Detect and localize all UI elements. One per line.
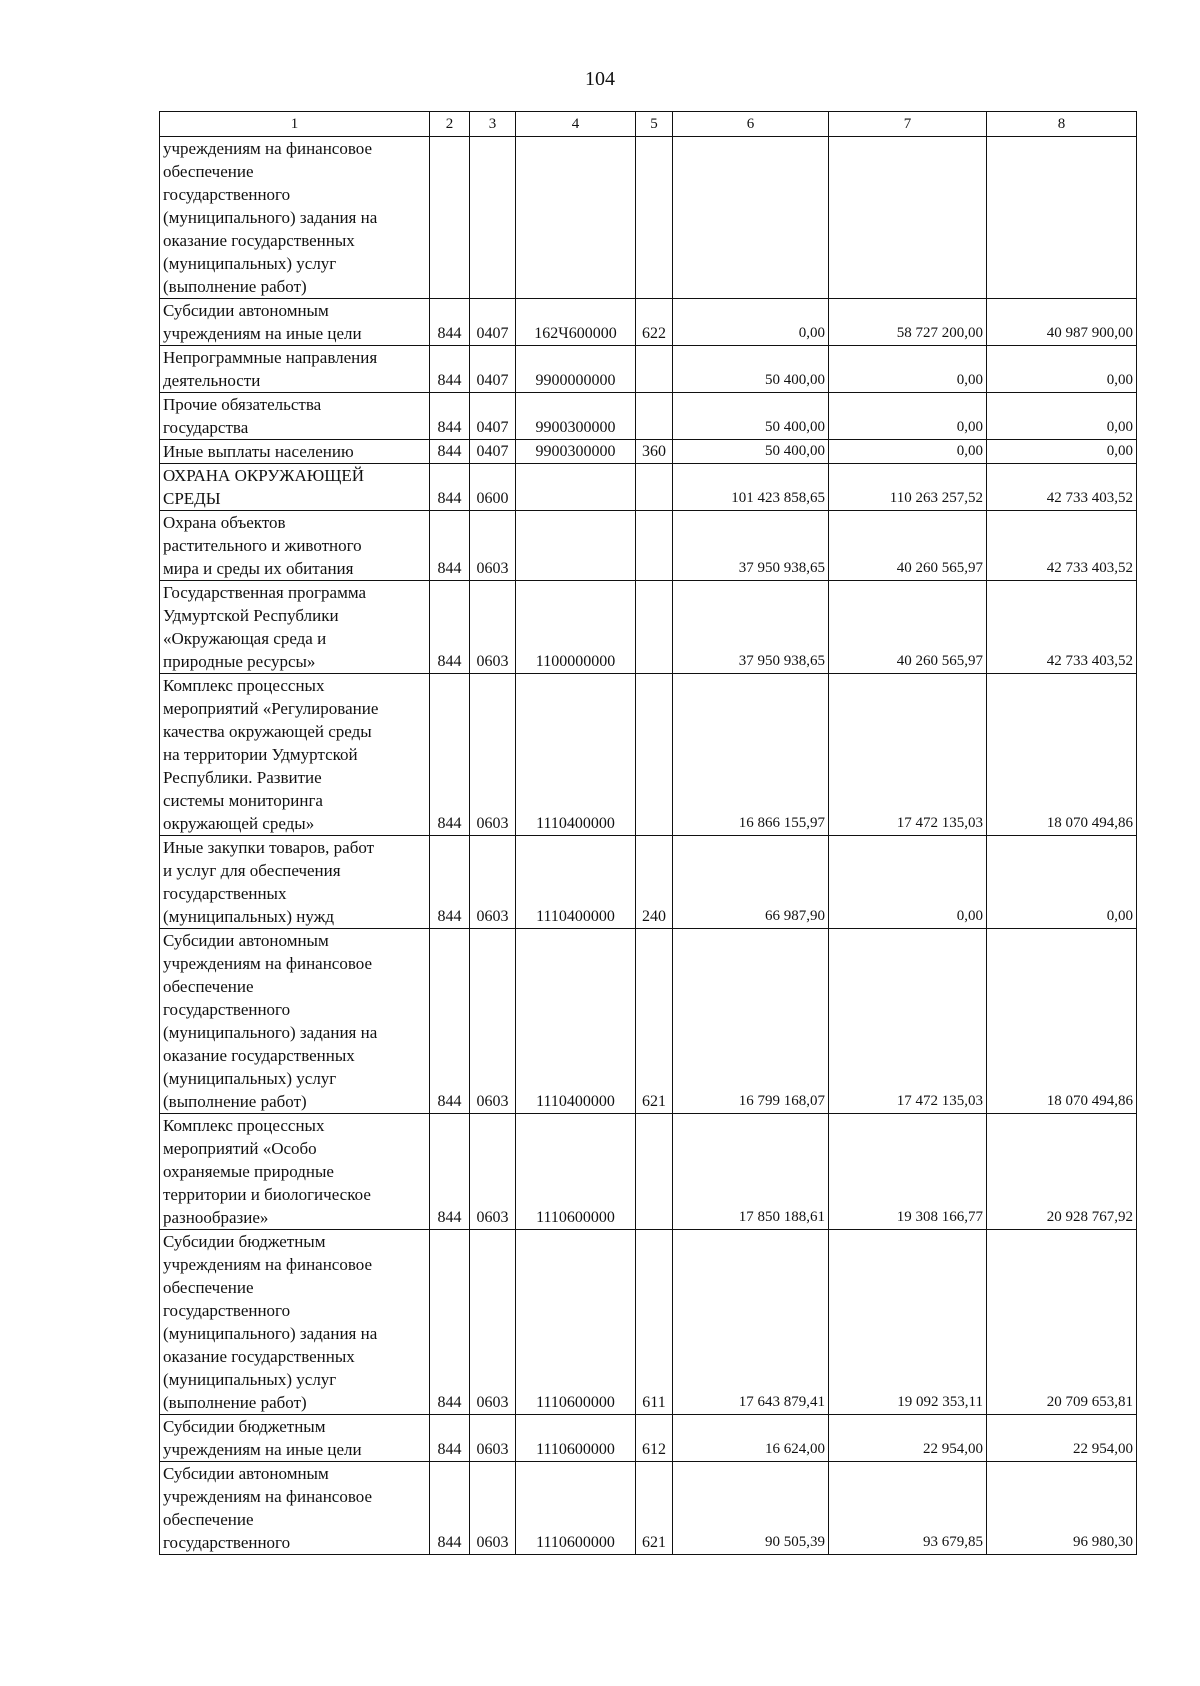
section-code-cell: 0407 [470,346,516,393]
expense-type-cell: 240 [636,836,673,929]
row-name-line: Субсидии автономным [163,301,329,320]
column-header: 2 [430,112,470,137]
table-row [160,929,1137,1114]
table-row [160,393,1137,440]
row-name-line: (выполнение работ) [163,1092,307,1111]
table-row [160,346,1137,393]
row-name-line: государственного [163,185,291,204]
table-row [160,836,1137,929]
row-name-line: охраняемые природные [163,1162,334,1181]
row-name-cell [160,1462,430,1555]
row-name-line: деятельности [163,371,261,390]
target-article-cell: 9900300000 [516,440,636,464]
target-article-cell: 1110400000 [516,929,636,1114]
row-name-line: (муниципального) задания на [163,1023,378,1042]
amount-col7-cell: 40 260 565,97 [829,511,987,581]
row-name-line: (муниципальных) услуг [163,254,337,273]
amount-col6-cell [673,137,829,299]
row-name-line: оказание государственных [163,1046,355,1065]
section-code-cell: 0603 [470,1230,516,1415]
row-name-line: Республики. Развитие [163,768,322,787]
row-name-cell [160,1230,430,1415]
row-name-line: природные ресурсы» [163,652,316,671]
row-name-line: на территории Удмуртской [163,745,358,764]
section-code-cell: 0603 [470,674,516,836]
table-row [160,440,1137,464]
amount-col7-cell: 22 954,00 [829,1415,987,1462]
expense-type-cell [636,674,673,836]
row-name-line: Охрана объектов [163,513,286,532]
row-name-line: (муниципального) задания на [163,208,378,227]
column-header: 1 [160,112,430,137]
row-name-line: учреждениям на финансовое [163,1487,373,1506]
publisher-code-cell: 844 [430,929,470,1114]
publisher-code-cell: 844 [430,1114,470,1230]
target-article-cell: 1100000000 [516,581,636,674]
section-code-cell: 0603 [470,1415,516,1462]
section-code-cell: 0603 [470,581,516,674]
row-name-cell [160,1415,430,1462]
column-header: 8 [987,112,1137,137]
amount-col7-cell: 19 308 166,77 [829,1114,987,1230]
row-name-line: обеспечение [163,162,254,181]
amount-col6-cell: 37 950 938,65 [673,511,829,581]
row-name-line: и услуг для обеспечения [163,861,341,880]
amount-col8-cell: 0,00 [987,836,1137,929]
row-name-line: Комплекс процессных [163,1116,325,1135]
publisher-code-cell: 844 [430,511,470,581]
row-name-line: системы мониторинга [163,791,323,810]
publisher-code-cell: 844 [430,464,470,511]
table-row [160,1462,1137,1555]
expense-type-cell: 621 [636,1462,673,1555]
target-article-cell [516,464,636,511]
publisher-code-cell: 844 [430,346,470,393]
expense-type-cell [636,581,673,674]
table-row [160,511,1137,581]
target-article-cell: 1110600000 [516,1230,636,1415]
column-header: 5 [636,112,673,137]
amount-col7-cell: 58 727 200,00 [829,299,987,346]
section-code-cell: 0600 [470,464,516,511]
amount-col8-cell: 40 987 900,00 [987,299,1137,346]
section-code-cell: 0407 [470,393,516,440]
amount-col6-cell: 16 799 168,07 [673,929,829,1114]
row-name-line: (муниципальных) услуг [163,1069,337,1088]
amount-col7-cell: 0,00 [829,346,987,393]
publisher-code-cell: 844 [430,299,470,346]
row-name-line: качества окружающей среды [163,722,372,741]
section-code-cell: 0603 [470,511,516,581]
amount-col8-cell [987,137,1137,299]
amount-col6-cell: 0,00 [673,299,829,346]
amount-col7-cell: 0,00 [829,440,987,464]
row-name-line: обеспечение [163,1510,254,1529]
row-name-line: (выполнение работ) [163,1393,307,1412]
amount-col6-cell: 37 950 938,65 [673,581,829,674]
expense-type-cell: 621 [636,929,673,1114]
amount-col7-cell: 17 472 135,03 [829,674,987,836]
amount-col6-cell: 50 400,00 [673,440,829,464]
publisher-code-cell: 844 [430,581,470,674]
column-header: 7 [829,112,987,137]
section-code-cell: 0603 [470,1114,516,1230]
budget-table [159,111,1137,1555]
expense-type-cell [636,346,673,393]
row-name-line: государственного [163,1533,291,1552]
target-article-cell: 9900000000 [516,346,636,393]
row-name-line: мира и среды их обитания [163,559,354,578]
publisher-code-cell: 844 [430,836,470,929]
target-article-cell: 1110400000 [516,836,636,929]
row-name-cell [160,929,430,1114]
section-code-cell [470,137,516,299]
row-name-line: Субсидии бюджетным [163,1232,326,1251]
target-article-cell: 1110600000 [516,1415,636,1462]
row-name-line: оказание государственных [163,1347,355,1366]
section-code-cell: 0603 [470,929,516,1114]
row-name-line: учреждениям на финансовое [163,954,373,973]
table-row [160,464,1137,511]
expense-type-cell [636,1114,673,1230]
amount-col8-cell: 42 733 403,52 [987,511,1137,581]
row-name-line: мероприятий «Особо [163,1139,317,1158]
amount-col6-cell: 17 850 188,61 [673,1114,829,1230]
row-name-line: учреждениям на иные цели [163,324,362,343]
amount-col8-cell: 20 928 767,92 [987,1114,1137,1230]
expense-type-cell: 622 [636,299,673,346]
target-article-cell: 1110600000 [516,1462,636,1555]
expense-type-cell [636,137,673,299]
row-name-line: разнообразие» [163,1208,269,1227]
publisher-code-cell: 844 [430,1415,470,1462]
row-name-line: Субсидии автономным [163,931,329,950]
row-name-line: Непрограммные направления [163,348,378,367]
target-article-cell: 1110600000 [516,1114,636,1230]
page-number: 104 [585,68,615,90]
target-article-cell [516,511,636,581]
row-name-line: Субсидии бюджетным [163,1417,326,1436]
table-row [160,137,1137,299]
table-row [160,299,1137,346]
amount-col7-cell: 17 472 135,03 [829,929,987,1114]
row-name-line: «Окружающая среда и [163,629,327,648]
row-name-cell [160,511,430,581]
amount-col6-cell: 101 423 858,65 [673,464,829,511]
row-name-line: мероприятий «Регулирование [163,699,379,718]
row-name-line: Иные закупки товаров, работ [163,838,375,857]
row-name-cell [160,393,430,440]
amount-col8-cell: 42 733 403,52 [987,464,1137,511]
amount-col8-cell: 42 733 403,52 [987,581,1137,674]
publisher-code-cell: 844 [430,1462,470,1555]
row-name-line: государственных [163,884,287,903]
target-article-cell [516,137,636,299]
amount-col7-cell: 110 263 257,52 [829,464,987,511]
row-name-line: Прочие обязательства [163,395,322,414]
publisher-code-cell: 844 [430,1230,470,1415]
row-name-cell [160,299,430,346]
row-name-line: СРЕДЫ [163,489,221,508]
row-name-cell [160,440,430,464]
row-name-cell [160,464,430,511]
row-name-line: (выполнение работ) [163,277,307,296]
row-name-line: растительного и животного [163,536,362,555]
row-name-cell [160,836,430,929]
target-article-cell: 9900300000 [516,393,636,440]
row-name-line: Государственная программа [163,583,367,602]
target-article-cell: 162Ч600000 [516,299,636,346]
row-name-cell [160,346,430,393]
amount-col8-cell: 18 070 494,86 [987,929,1137,1114]
row-name-line: Удмуртской Республики [163,606,339,625]
row-name-line: государственного [163,1000,291,1019]
row-name-line: Субсидии автономным [163,1464,329,1483]
section-code-cell: 0407 [470,299,516,346]
amount-col6-cell: 17 643 879,41 [673,1230,829,1415]
amount-col7-cell: 93 679,85 [829,1462,987,1555]
table-header-row [160,112,1137,137]
section-code-cell: 0407 [470,440,516,464]
row-name-line: обеспечение [163,977,254,996]
expense-type-cell: 611 [636,1230,673,1415]
row-name-line: учреждениям на финансовое [163,139,373,158]
amount-col7-cell: 19 092 353,11 [829,1230,987,1415]
amount-col7-cell [829,137,987,299]
expense-type-cell: 360 [636,440,673,464]
table-row [160,1415,1137,1462]
row-name-cell [160,581,430,674]
row-name-cell [160,137,430,299]
row-name-line: (муниципальных) услуг [163,1370,337,1389]
amount-col6-cell: 16 866 155,97 [673,674,829,836]
table-row [160,1230,1137,1415]
amount-col6-cell: 16 624,00 [673,1415,829,1462]
amount-col7-cell: 0,00 [829,836,987,929]
row-name-line: территории и биологическое [163,1185,371,1204]
amount-col8-cell: 18 070 494,86 [987,674,1137,836]
row-name-line: учреждениям на финансовое [163,1255,373,1274]
amount-col6-cell: 50 400,00 [673,346,829,393]
amount-col8-cell: 20 709 653,81 [987,1230,1137,1415]
amount-col7-cell: 0,00 [829,393,987,440]
expense-type-cell: 612 [636,1415,673,1462]
amount-col8-cell: 0,00 [987,346,1137,393]
expense-type-cell [636,511,673,581]
row-name-line: обеспечение [163,1278,254,1297]
row-name-line: (муниципальных) нужд [163,907,335,926]
publisher-code-cell: 844 [430,393,470,440]
row-name-line: учреждениям на иные цели [163,1440,362,1459]
expense-type-cell [636,464,673,511]
row-name-line: оказание государственных [163,231,355,250]
expense-type-cell [636,393,673,440]
amount-col7-cell: 40 260 565,97 [829,581,987,674]
target-article-cell: 1110400000 [516,674,636,836]
amount-col8-cell: 0,00 [987,393,1137,440]
row-name-line: ОХРАНА ОКРУЖАЮЩЕЙ [163,466,365,485]
amount-col6-cell: 66 987,90 [673,836,829,929]
amount-col8-cell: 96 980,30 [987,1462,1137,1555]
table-row [160,1114,1137,1230]
section-code-cell: 0603 [470,1462,516,1555]
section-code-cell: 0603 [470,836,516,929]
row-name-line: Комплекс процессных [163,676,325,695]
row-name-line: окружающей среды» [163,814,315,833]
amount-col8-cell: 22 954,00 [987,1415,1137,1462]
row-name-line: государственного [163,1301,291,1320]
publisher-code-cell: 844 [430,440,470,464]
column-header: 4 [516,112,636,137]
table-row [160,674,1137,836]
amount-col8-cell: 0,00 [987,440,1137,464]
table-row [160,581,1137,674]
amount-col6-cell: 90 505,39 [673,1462,829,1555]
column-header: 3 [470,112,516,137]
column-header: 6 [673,112,829,137]
row-name-line: Иные выплаты населению [163,442,354,461]
publisher-code-cell: 844 [430,674,470,836]
row-name-cell [160,674,430,836]
table-body [160,137,1137,1555]
row-name-line: государства [163,418,249,437]
amount-col6-cell: 50 400,00 [673,393,829,440]
row-name-cell [160,1114,430,1230]
row-name-line: (муниципального) задания на [163,1324,378,1343]
publisher-code-cell [430,137,470,299]
